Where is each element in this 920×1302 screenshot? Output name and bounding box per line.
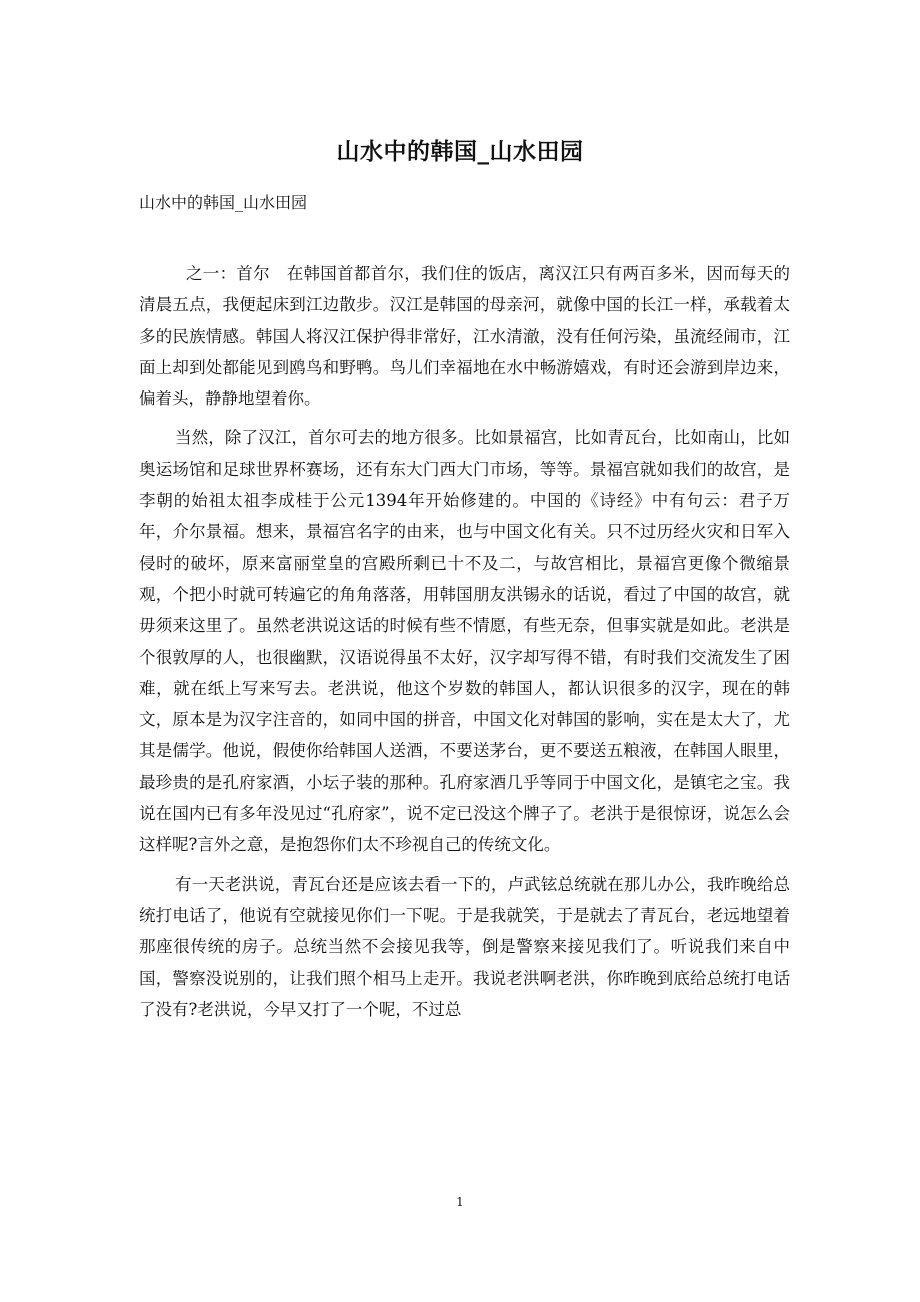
paragraph: 有一天老洪说，青瓦台还是应该去看一下的，卢武铉总统就在那儿办公，我昨晚给总统打电话了，他说有空就接见你们一下呢。于是我就笑，于是就去了青瓦台，老远地望着那座很传统的房子。总统当然不会接见我等，倒是警察来接见我们了。听说我们来自中国，警察没说别的，让我们照个相马上走开。我说老洪啊老洪，你昨晚到底给总统打电话了没有?老洪说，今早又打了一个呢，不过总 [139, 874, 790, 1019]
paragraph: 当然，除了汉江，首尔可去的地方很多。比如景福宫，比如青瓦台，比如南山，比如奥运场馆和足球世界杯赛场，还有东大门西大门市场，等等。景福宫就如我们的故宫，是李朝的始祖太祖李成桂于公元1394年开始修建的。中国的《诗经》中有句云：君子万年，介尔景福。想来，景福宫名字的由来，也与中国文化有关。只不过历经火灾和日军入侵时的破坏，原来富丽堂皇的宫殿所剩已十不及二，与故宫相比，景福宫更像个微缩景观，个把小时就可转遍它的角角落落，用韩国朋友洪锡永的话说，看过了中国的故宫，就毋须来这里了。虽然老洪说这话的时候有些不情愿，有些无奈，但事实就是如此。老洪是个很敦厚的人，也很幽默，汉语说得虽不太好，汉字却写得不错，有时我们交流发生了困难，就在纸上写来写去。老洪说，他这个岁数的韩国人，都认识很多的汉字，现在的韩文，原本是为汉字注音的，如同中国的拼音，中国文化对韩国的影响，实在是太大了，尤其是儒学。他说，假使你给韩国人送酒，不要送茅台，更不要送五粮液，在韩国人眼里，最珍贵的是孔府家酒，小坛子装的那种。孔府家酒几乎等同于中国文化，是镇宅之宝。我说在国内已有多年没见过“孔府家”，说不定已没这个牌子了。老洪于是很惊讶，说怎么会这样呢?言外之意，是抱怨你们太不珍视自己的传统文化。 [139, 428, 790, 855]
page-title: 山水中的韩国_山水田园 [336, 138, 584, 165]
page-number: 1 [456, 1195, 464, 1209]
paragraph: 之一：首尔 在韩国首都首尔，我们住的饭店，离汉江只有两百多米，因而每天的清晨五点，我便起床到江边散步。汉江是韩国的母亲河，就像中国的长江一样，承载着太多的民族情感。韩国人将汉江保护得非常好，江水清澈，没有任何污染，虽流经闹市，江面上却到处都能见到鸥鸟和野鸭。鸟儿们幸福地在水中畅游嬉戏，有时还会游到岸边来，偏着头，静静地望着你。 [139, 264, 790, 409]
document-subtitle: 山水中的韩国_山水田园 [139, 193, 308, 212]
article-body [139, 258, 790, 1033]
